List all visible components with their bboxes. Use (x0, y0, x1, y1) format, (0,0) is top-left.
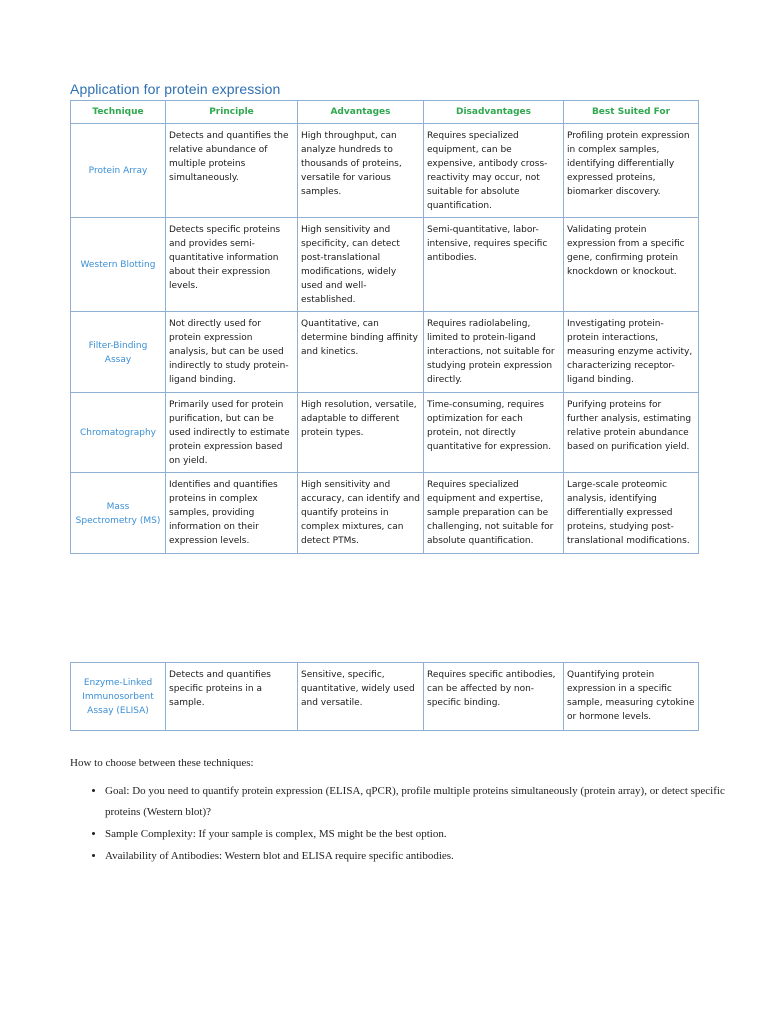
header-technique: Technique (71, 101, 166, 124)
header-principle: Principle (166, 101, 298, 124)
cell-principle: Identifies and quantifies proteins in complex samples, providing information on their expression levels. (166, 473, 298, 554)
table-row (71, 473, 699, 554)
cell-advantages: Quantitative, can determine binding affinity and kinetics. (298, 312, 424, 393)
list-item: • Availability of Antibodies: Western blot and ELISA require specific antibodies. (105, 846, 725, 867)
cell-best-suited-for: Investigating protein-protein interactions, measuring enzyme activity, characterizing receptor-ligand binding. (564, 312, 699, 393)
cell-best-suited-for: Large-scale proteomic analysis, identifying differentially expressed proteins, studying post-translational modifications. (564, 473, 699, 554)
table-row (71, 124, 699, 218)
table-header-row (71, 101, 699, 124)
cell-disadvantages: Time-consuming, requires optimization for each protein, not directly quantitative for expression. (424, 393, 564, 473)
cell-advantages: Sensitive, specific, quantitative, widely used and versatile. (298, 663, 424, 731)
cell-technique: Western Blotting (71, 218, 166, 312)
cell-principle: Primarily used for protein purification, but can be used indirectly to estimate protein expression based on yield. (166, 393, 298, 473)
techniques-table (70, 100, 699, 554)
cell-advantages: High sensitivity and accuracy, can identify and quantify proteins in complex mixtures, can detect PTMs. (298, 473, 424, 554)
cell-technique: Enzyme-Linked Immunosorbent Assay (ELISA) (71, 663, 166, 731)
header-best-suited-for: Best Suited For (564, 101, 699, 124)
cell-technique: Filter-Binding Assay (71, 312, 166, 393)
cell-principle: Detects and quantifies the relative abundance of multiple proteins simultaneously. (166, 124, 298, 218)
cell-principle: Detects and quantifies specific proteins in a sample. (166, 663, 298, 731)
techniques-table-continued (70, 662, 699, 731)
cell-best-suited-for: Validating protein expression from a specific gene, confirming protein knockdown or knockout. (564, 218, 699, 312)
cell-principle: Detects specific proteins and provides semi-quantitative information about their expression levels. (166, 218, 298, 312)
table-row (71, 663, 699, 731)
section-title: Application for protein expression (70, 81, 281, 97)
table-row (71, 218, 699, 312)
choice-bullet-list (88, 781, 725, 868)
choose-heading: How to choose between these techniques: (70, 757, 254, 769)
cell-disadvantages: Requires specialized equipment, can be expensive, antibody cross-reactivity may occur, not suitable for absolute quantification. (424, 124, 564, 218)
list-item: • Goal: Do you need to quantify protein expression (ELISA, qPCR), profile multiple proteins simultaneously (protein array), or detect specific proteins (Western blot)? (105, 781, 725, 823)
table-row (71, 393, 699, 473)
cell-advantages: High resolution, versatile, adaptable to different protein types. (298, 393, 424, 473)
cell-technique: Chromatography (71, 393, 166, 473)
cell-disadvantages: Requires specialized equipment and expertise, sample preparation can be challenging, not suitable for absolute quantification. (424, 473, 564, 554)
cell-technique: Protein Array (71, 124, 166, 218)
table-row (71, 312, 699, 393)
cell-disadvantages: Semi-quantitative, labor-intensive, requires specific antibodies. (424, 218, 564, 312)
cell-best-suited-for: Profiling protein expression in complex samples, identifying differentially expressed proteins, biomarker discovery. (564, 124, 699, 218)
cell-best-suited-for: Purifying proteins for further analysis, estimating relative protein abundance based on purification yield. (564, 393, 699, 473)
header-disadvantages: Disadvantages (424, 101, 564, 124)
cell-disadvantages: Requires radiolabeling, limited to protein-ligand interactions, not suitable for studying protein expression directly. (424, 312, 564, 393)
cell-disadvantages: Requires specific antibodies, can be affected by non-specific binding. (424, 663, 564, 731)
cell-best-suited-for: Quantifying protein expression in a specific sample, measuring cytokine or hormone levels. (564, 663, 699, 731)
header-advantages: Advantages (298, 101, 424, 124)
cell-principle: Not directly used for protein expression analysis, but can be used indirectly to study protein-ligand binding. (166, 312, 298, 393)
cell-advantages: High sensitivity and specificity, can detect post-translational modifications, widely used and well-established. (298, 218, 424, 312)
cell-advantages: High throughput, can analyze hundreds to thousands of proteins, versatile for various samples. (298, 124, 424, 218)
list-item: • Sample Complexity: If your sample is complex, MS might be the best option. (105, 824, 725, 845)
cell-technique: Mass Spectrometry (MS) (71, 473, 166, 554)
